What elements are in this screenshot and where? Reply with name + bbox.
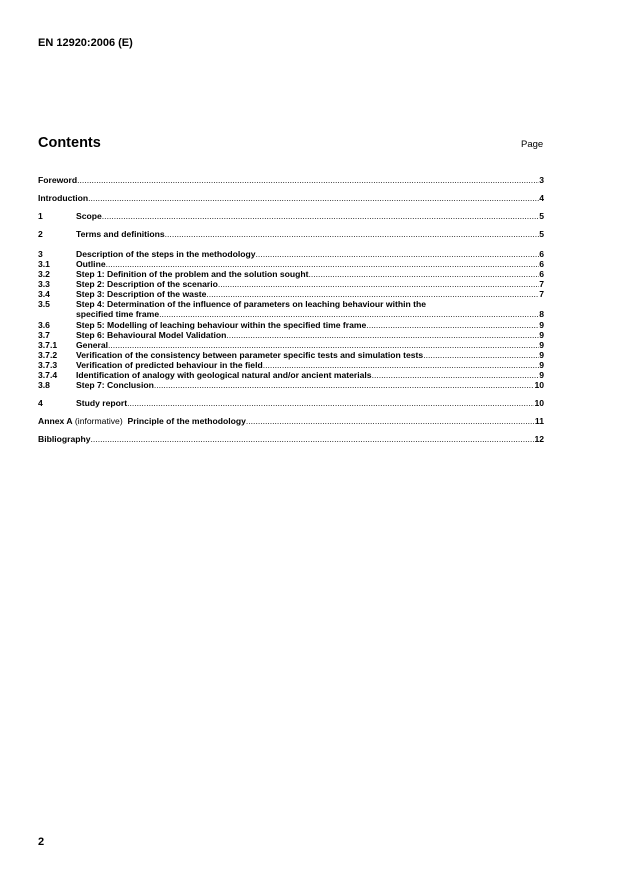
toc-entry-3-1[interactable]: 3.1 Outline ..... 6	[38, 259, 544, 270]
document-id: EN 12920:2006 (E)	[38, 37, 133, 49]
toc-entry-3-6[interactable]: 3.6 Step 5: Modelling of leaching behaviour within the specified time frame ..... 9	[38, 320, 544, 331]
toc-entry-2[interactable]: 2 Terms and definitions ..... 5	[38, 229, 544, 240]
toc-entry-3-8[interactable]: 3.8 Step 7: Conclusion ..... 10	[38, 380, 544, 391]
toc-entry-3-7[interactable]: 3.7 Step 6: Behavioural Model Validation ..... 9	[38, 330, 544, 341]
toc-entry-3[interactable]: 3 Description of the steps in the methodology ..... 6	[38, 249, 544, 260]
toc-entry-bibliography[interactable]: Bibliography ..... 12	[38, 434, 544, 445]
page-number: 2	[38, 836, 45, 848]
toc-entry-introduction[interactable]: Introduction ..... 4	[38, 193, 544, 204]
page-column-label: Page	[521, 139, 544, 150]
toc-entry-annex-a[interactable]: Annex A (informative) Principle of the methodology ..... 11	[38, 416, 544, 427]
toc-entry-3-3[interactable]: 3.3 Step 2: Description of the scenario ..... 7	[38, 279, 544, 290]
toc-entry-3-2[interactable]: 3.2 Step 1: Definition of the problem and the solution sought ..... 6	[38, 269, 544, 280]
toc-entry-foreword[interactable]: Foreword ..... 3	[38, 175, 544, 186]
toc-entry-3-7-4[interactable]: 3.7.4 Identification of analogy with geological natural and/or ancient materials ..... 9	[38, 370, 544, 381]
toc-entry-3-7-3[interactable]: 3.7.3 Verification of predicted behaviour in the field ..... 9	[38, 360, 544, 371]
toc-entry-3-4[interactable]: 3.4 Step 3: Description of the waste ..... 7	[38, 289, 544, 300]
toc-entry-3-7-1[interactable]: 3.7.1 General ..... 9	[38, 340, 544, 351]
toc-entry-3-7-2[interactable]: 3.7.2 Verification of the consistency between parameter specific tests and simulation tests ..... 9	[38, 350, 544, 361]
toc-entry-1[interactable]: 1 Scope ..... 5	[38, 211, 544, 222]
toc-entry-3-5-continued[interactable]: specified time frame ..... 8	[38, 309, 544, 320]
toc-entry-4[interactable]: 4 Study report ..... 10	[38, 398, 544, 409]
contents-heading: Contents	[38, 135, 101, 151]
toc-entry-3-5[interactable]: 3.5 Step 4: Determination of the influence of parameters on leaching behaviour within the	[38, 299, 427, 309]
